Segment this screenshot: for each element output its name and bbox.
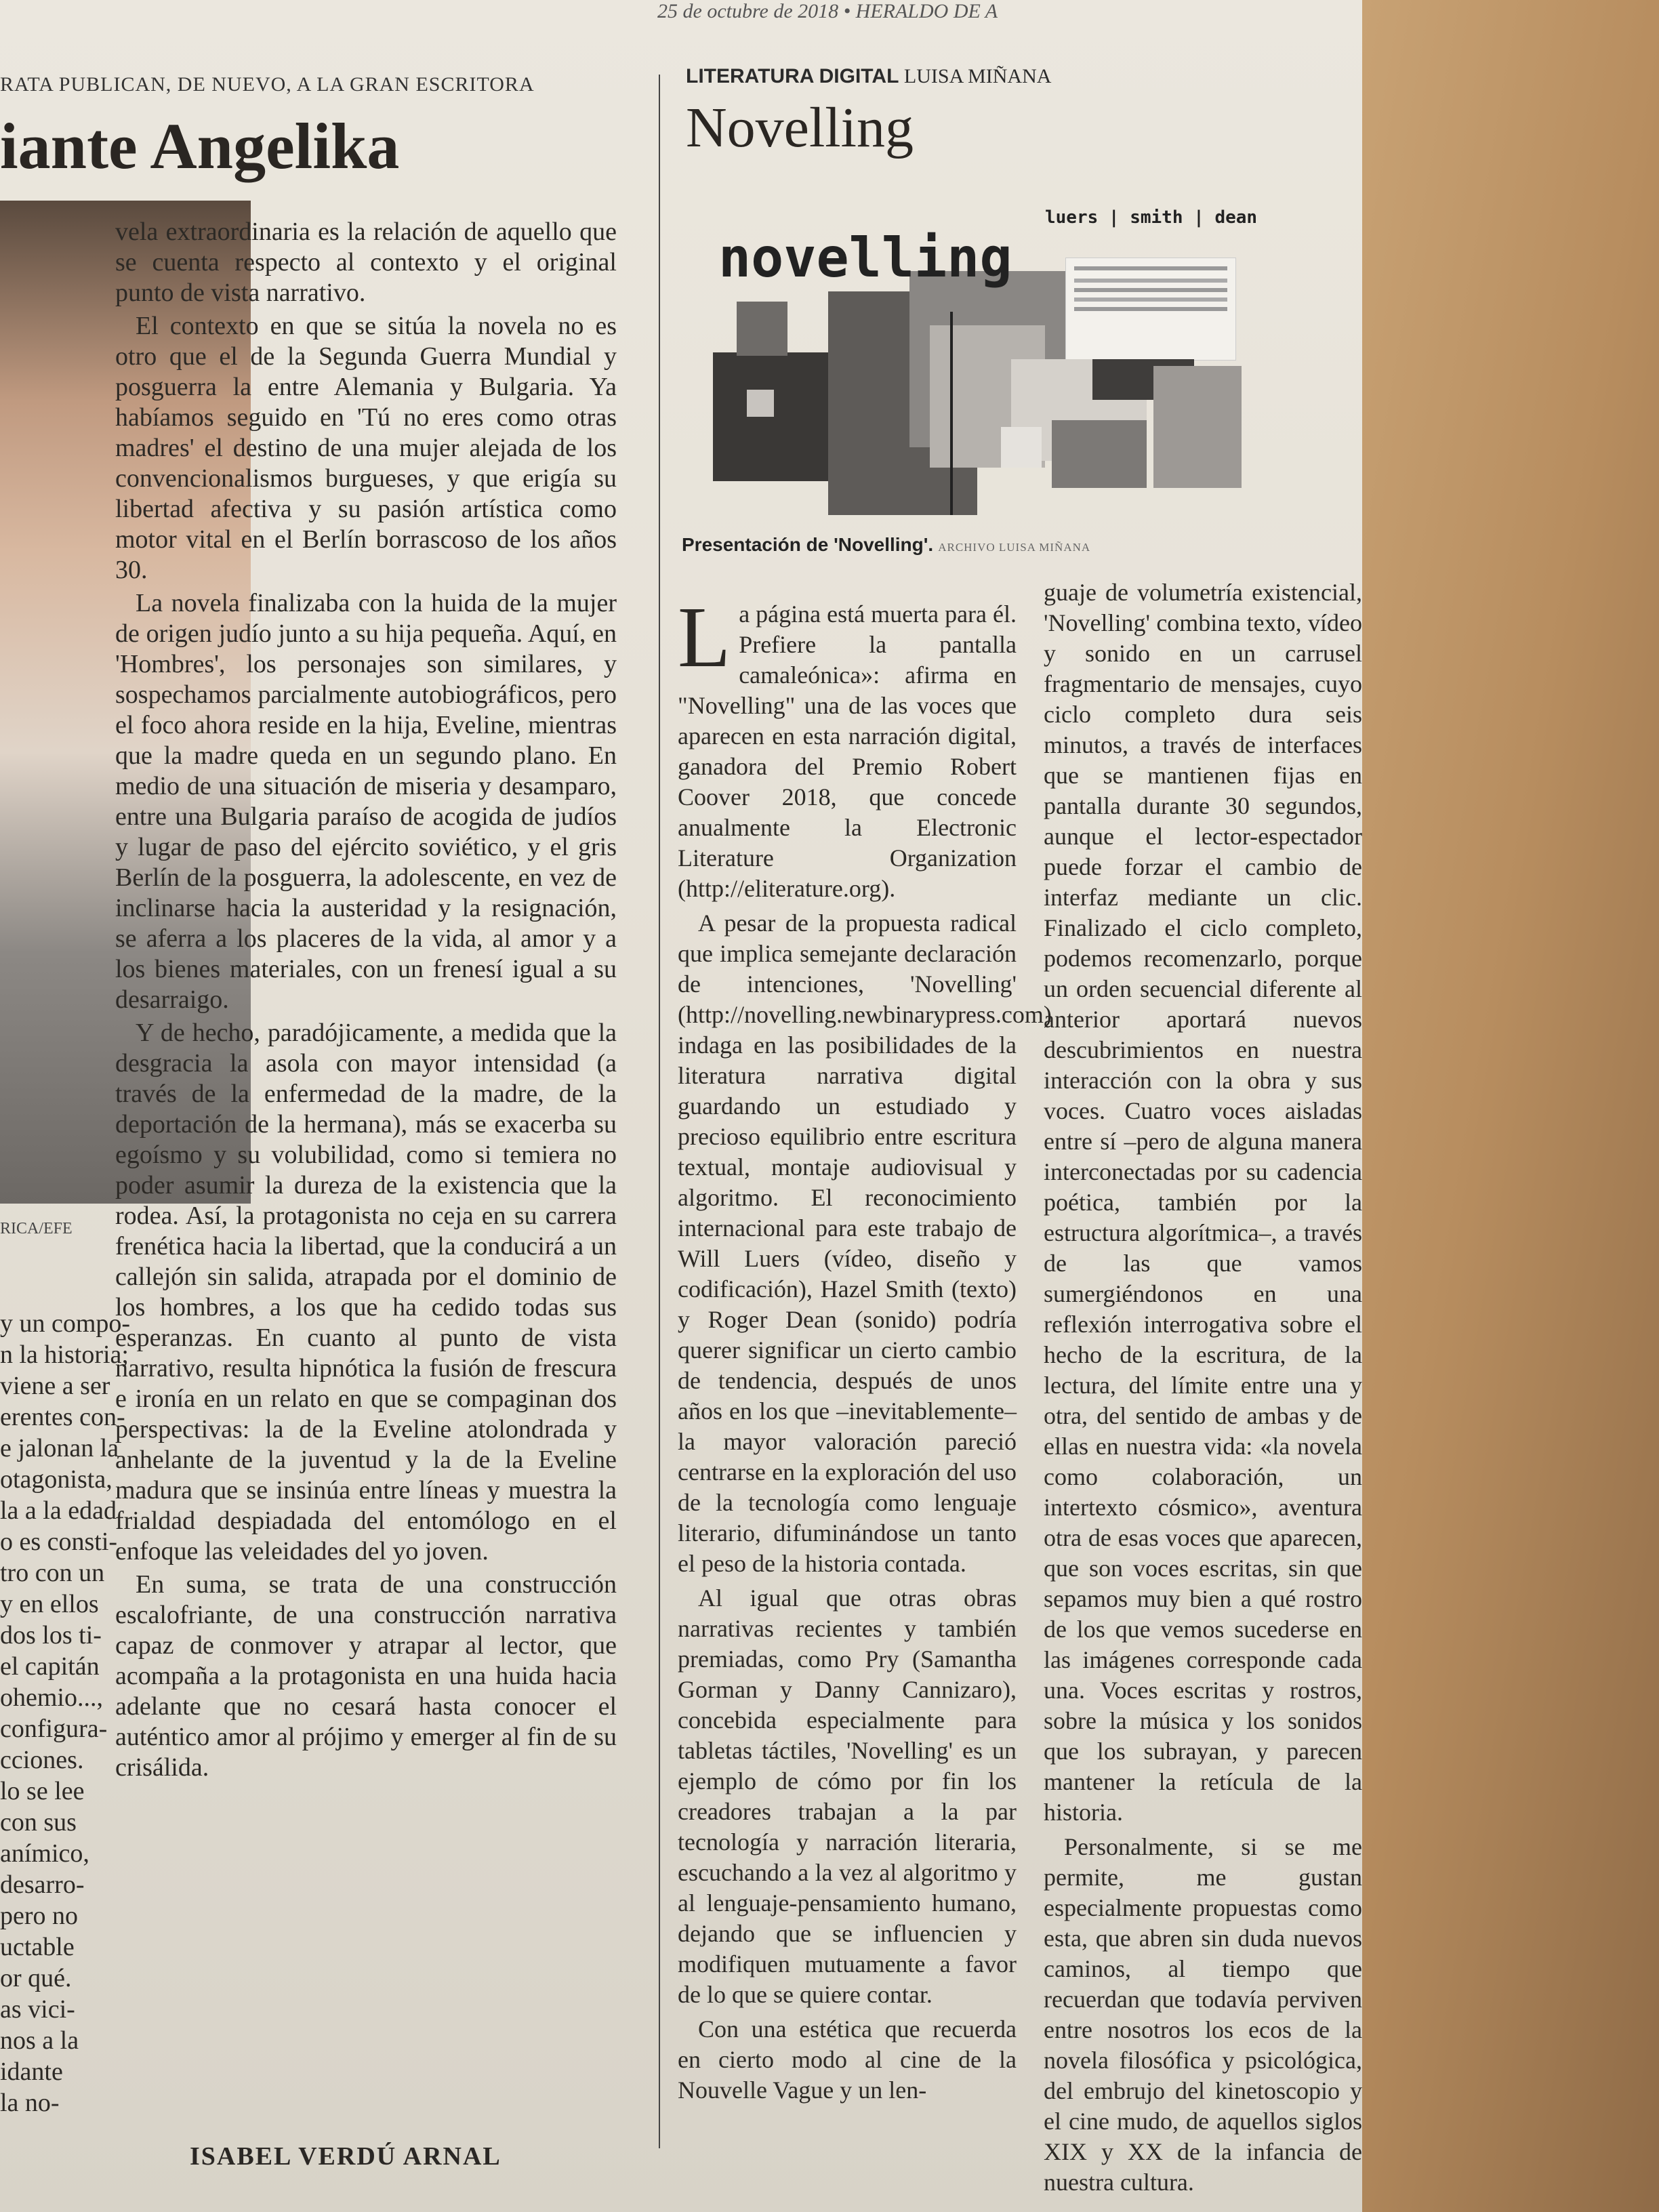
text-line: tro con un <box>0 1559 105 1587</box>
text-line: erentes con- <box>0 1403 125 1431</box>
paragraph: guaje de volumetría existencial, 'Novelling' combina texto, vídeo y sonido en un carrusel fragmentario de mensajes, cuyo ciclo completo dura seis minutos, a través de interfaces que se mantienen fijas en pantalla durante 30 segundos, aunque el lector-espectador puede forzar el cambio de interfaz mediante un clic. Finalizado el ciclo completo, podemos recomenzarlo, porque un orden secuencial diferente al anterior aportará nuevos descubrimientos en nuestra interacción con la obra y sus voces. Cuatro voces aisladas entre sí –pero de alguna manera interconectadas por su cadencia poética, también por la estructura algorítmica–, a través de las que vamos sumergiéndonos en una reflexión interrogativa sobre el hecho de la escritura, de la lectura, del límite entre una y otra, del sentido de ambas y de ellas en nuestra vida: «la novela como colaboración, un intertexto cósmico», aventura otra de esas voces que aparecen, que son voces escritas, sin que sepamos muy bien a qué rostro de los que vemos sucederse en las imágenes corresponde cada una. Voces escritas y rostros, sobre la música y los sonidos que los subrayan, y parecen mantener la retícula de la historia. <box>1044 579 1362 1826</box>
left-article-headline: iante Angelika <box>0 110 400 182</box>
graphic-line <box>950 312 953 515</box>
right-article-column-2 <box>1044 577 1362 2202</box>
text-line: e jalonan la <box>0 1434 119 1462</box>
paragraph: vela extraordinaria es la relación de aquello que se cuenta respecto al contexto y el original punto de vista narrativo. <box>115 218 617 307</box>
text-line: lo se lee <box>0 1777 85 1805</box>
paragraph: Personalmente, si se me permite, me gustan especialmente propuestas como esta, que abren sin duda nuevos caminos, al tiempo que recuerdan que todavía perviven entre nosotros los ecos de la novela filosófica y psicológica, del embrujo del kinetoscopio y el cine mudo, de aquellos siglos XIX y XX de la infancia de nuestra cultura. <box>1044 1833 1362 2196</box>
text-line: o es consti- <box>0 1528 118 1556</box>
left-article-body <box>115 217 617 1786</box>
text-panel <box>1065 258 1236 361</box>
novelling-illustration <box>686 197 1282 535</box>
text-line: y en ellos <box>0 1590 99 1618</box>
graphic-block <box>737 302 787 356</box>
text-line: n la historia; <box>0 1340 129 1369</box>
photo-credit: RICA/EFE <box>0 1220 73 1237</box>
text-line: nos a la <box>0 2026 79 2055</box>
text-line: configura- <box>0 1715 108 1743</box>
paragraph-text: a página está muerta para él. Prefiere la pantalla camaleónica»: afirma en "Novelling" una de las voces que aparecen en esta narración digital, ganadora del Premio Robert Coover 2018, que concede anualmente la Electronic Literature Organization (http://eliterature.org). <box>678 600 1017 902</box>
text-line: dos los ti- <box>0 1621 102 1650</box>
text-line: el capitán <box>0 1652 100 1681</box>
right-article-column-1 <box>678 589 1052 2110</box>
text-line: idante <box>0 2057 63 2086</box>
text-line: otagonista, <box>0 1465 112 1494</box>
paragraph: El contexto en que se sitúa la novela no es otro que el de la Segunda Guerra Mundial y posguerra la entre Alemania y Bulgaria. Ya habíamos seguido en 'Tú no eres como otras madres' el destino de una mujer alejada de los convencionalismos burgueses, y que erigía su libertad afectiva y su pasión artística como motor vital en el Berlín borrascoso de los años 30. <box>115 312 617 584</box>
text-line: or qué. <box>0 1964 72 1992</box>
graphic-block <box>1052 420 1147 488</box>
caption-credit: ARCHIVO LUISA MIÑANA <box>938 541 1091 554</box>
column-divider <box>659 75 660 2148</box>
text-line: anímico, <box>0 1839 89 1868</box>
graphic-block <box>747 390 774 417</box>
text-line: uctable <box>0 1933 75 1961</box>
figure-title: novelling <box>718 226 1012 289</box>
wooden-table-background <box>1362 0 1659 2212</box>
text-line: cciones. <box>0 1746 84 1774</box>
text-line: pero no <box>0 1902 79 1930</box>
graphic-block <box>1001 427 1042 468</box>
section-author: LUISA MIÑANA <box>903 65 1052 87</box>
text-line: y un compo- <box>0 1309 131 1338</box>
figure-caption <box>682 534 1090 556</box>
drop-cap: L <box>678 589 731 685</box>
caption-text: Presentación de 'Novelling'. <box>682 534 934 555</box>
paragraph: Y de hecho, paradójicamente, a medida que la desgracia la asola con mayor intensidad (a través de la enfermedad de la madre, de la deportación de la hermana), más se exacerba su egoísmo y su volubilidad, como si temiera no poder asumir la dureza de la existencia que la rodea. Así, la protagonista no ceja en su carrera frenética hacia la libertad, que la conducirá a un callejón sin salida, atrapada por el dominio de los hombres, a los que ha cedido todas sus esperanzas. En cuanto al punto de vista narrativo, resulta hipnótica la fusión de frescura e ironía en un relato en que se compaginan dos perspectivas: la de la Eveline atolondrada y anhelante de la juventud y la de la Eveline madura que se insinúa entre líneas y muestra la frialdad despiadada del entomólogo en el enfoque las veleidades del yo joven. <box>115 1019 617 1565</box>
section-label: LITERATURA DIGITAL <box>686 65 899 87</box>
section-kicker <box>686 65 1051 88</box>
text-line: viene a ser <box>0 1372 110 1400</box>
paragraph: Con una estética que recuerda en cierto modo al cine de la Nouvelle Vague y un len- <box>678 2015 1017 2104</box>
dateline: 25 de octubre de 2018 • HERALDO DE A <box>657 0 998 22</box>
paragraph: En suma, se trata de una construcción escalofriante, de una construcción narrativa capaz de conmover y atrapar al lector, que acompaña a la protagonista en una huida hacia adelante que no cesará hasta conocer el auténtico amor al prójimo y emerger al fin de su crisálida. <box>115 1570 617 1782</box>
figure-authors: luers | smith | dean <box>1045 207 1258 228</box>
text-line: ohemio..., <box>0 1683 103 1712</box>
byline: ISABEL VERDÚ ARNAL <box>190 2142 501 2171</box>
text-line: desarro- <box>0 1870 85 1899</box>
left-article-cut-column <box>0 1308 142 2118</box>
left-article-kicker: RATA PUBLICAN, DE NUEVO, A LA GRAN ESCRITORA <box>0 73 535 96</box>
text-line: la a la edad <box>0 1496 117 1525</box>
paragraph: Al igual que otras obras narrativas recientes y también premiadas, como Pry (Samantha Gorman y Danny Cannizaro), concebida especialmente para tabletas táctiles, 'Novelling' es un ejemplo de cómo por fin los creadores trabajan a la par tecnología y narración literaria, escuchando a la vez al algoritmo y al lenguaje-pensamiento humano, dejando que se influencien y modifiquen mutuamente a favor de lo que se quiere contar. <box>678 1584 1017 2008</box>
text-line: la no- <box>0 2089 60 2117</box>
text-line: con sus <box>0 1808 77 1837</box>
paragraph: La novela finalizaba con la huida de la mujer de origen judío junto a su hija pequeña. Aquí, en 'Hombres', los personajes son similares, y sospechamos parcialmente autobiográficos, pero el foco ahora reside en la hija, Eveline, mientras que la madre queda en un segundo plano. En medio de una situación de miseria y desamparo, entre una Bulgaria paraíso de acogida de judíos y lugar de paso del ejército soviético, y el gris Berlín de la posguerra, la adolescente, en vez de inclinarse hacia la austeridad y la resignación, se aferra a los placeres de la vida, al amor y a los bienes materiales, con un frenesí igual a su desarraigo. <box>115 589 617 1014</box>
graphic-block <box>1153 366 1242 488</box>
text-line: as vici- <box>0 1995 75 2024</box>
first-paragraph <box>678 589 1017 904</box>
right-article-headline: Novelling <box>686 96 914 159</box>
paragraph: A pesar de la propuesta radical que implica semejante declaración de intenciones, 'Novelling' (http://novelling.newbinarypress.com) indaga en las posibilidades de la literatura narrativa digital guardando un estudiado y precioso equilibrio entre escritura textual, montaje audiovisual y algoritmo. El reconocimiento internacional para este trabajo de Will Luers (vídeo, diseño y codificación), Hazel Smith (texto) y Roger Dean (sonido) podría querer significar un cierto cambio de tendencia, después de unos años en los que –inevitablemente– la mayor valoración pareció centrarse en la exploración del uso de la tecnología como lenguaje literario, difuminándose un tanto el peso de la historia contada. <box>678 909 1052 1577</box>
